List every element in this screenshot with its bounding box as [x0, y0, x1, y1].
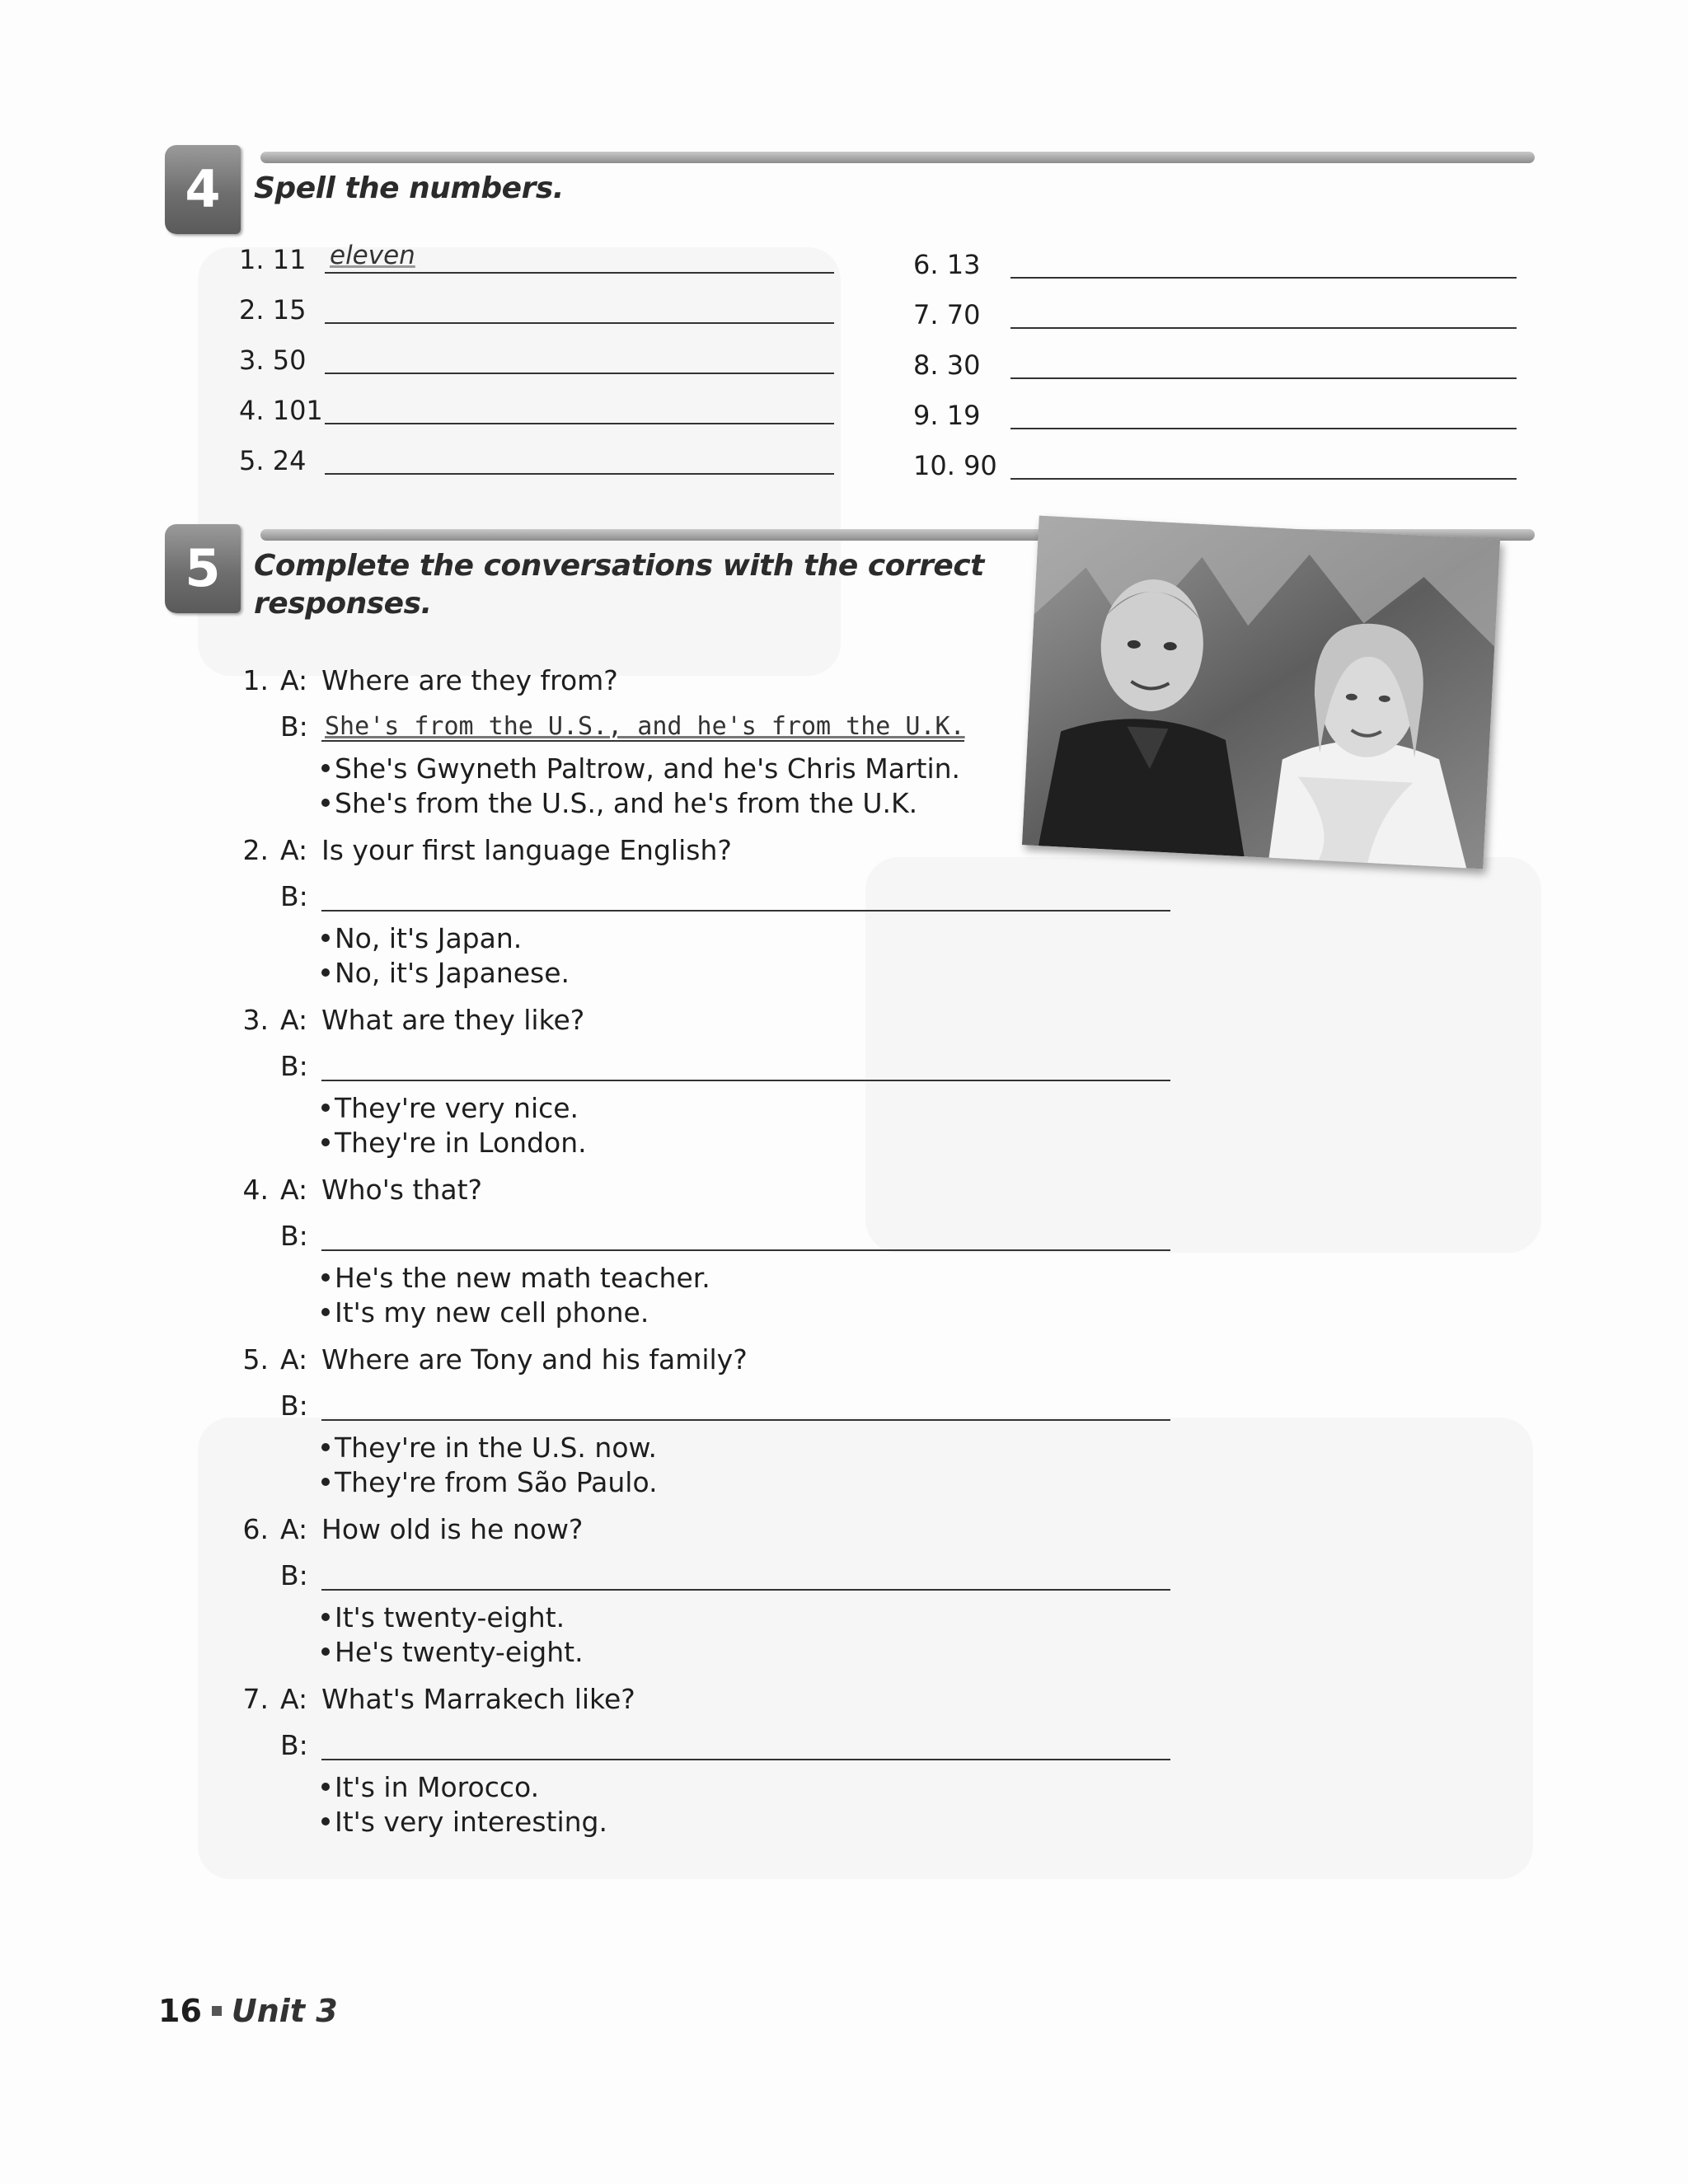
response-option-text: They're in London. — [335, 1127, 587, 1159]
question-text: Who's that? — [321, 1174, 483, 1206]
response-option — [239, 786, 1187, 821]
conversation-answer-row — [239, 1551, 1187, 1601]
item-number: 7. — [242, 1683, 269, 1715]
response-option-text: She's Gwyneth Paltrow, and he's Chris Martin. — [335, 752, 961, 785]
bullet-icon — [321, 1647, 330, 1656]
question-text: How old is he now? — [321, 1513, 584, 1545]
answer-blank[interactable] — [321, 1759, 1170, 1760]
question-text: Where are they from? — [321, 664, 618, 696]
number-item-label: 2. 15 — [239, 294, 307, 326]
answer-blank[interactable] — [325, 373, 834, 374]
bullet-icon — [321, 1273, 330, 1282]
item-number: 3. — [242, 1004, 269, 1036]
speaker-b-label: B: — [280, 1050, 308, 1082]
answer-blank[interactable] — [321, 910, 1170, 912]
item-number: 1. — [242, 664, 269, 696]
speaker-a-label: A: — [280, 1683, 308, 1715]
bullet-icon — [321, 799, 330, 807]
conversation-answer-row — [239, 1212, 1187, 1261]
number-item — [913, 294, 1517, 334]
number-item-label: 5. 24 — [239, 445, 307, 476]
speaker-b-label: B: — [280, 1220, 308, 1252]
speaker-b-label: B: — [280, 1390, 308, 1422]
question-text: Is your first language English? — [321, 834, 732, 866]
bullet-icon — [321, 1104, 330, 1112]
number-item — [913, 244, 1517, 284]
response-option-text: They're in the U.S. now. — [335, 1432, 657, 1464]
speaker-a-label: A: — [280, 1174, 308, 1206]
answer-blank[interactable] — [1010, 327, 1517, 329]
conversation-answer-row — [239, 1381, 1187, 1431]
speaker-b-label: B: — [280, 1559, 308, 1591]
item-number: 5. — [242, 1343, 269, 1376]
response-option — [239, 1770, 1187, 1805]
speaker-a-label: A: — [280, 664, 308, 696]
conversation-answer-row — [239, 872, 1187, 921]
speaker-a-label: A: — [280, 1004, 308, 1036]
response-option-text: It's in Morocco. — [335, 1771, 540, 1803]
conversation-question — [239, 659, 1187, 702]
answer-blank[interactable] — [325, 423, 834, 424]
exercise-4-title: Spell the numbers. — [254, 171, 564, 205]
response-option — [239, 1431, 1187, 1465]
response-option — [239, 1465, 1187, 1500]
number-item-label: 3. 50 — [239, 344, 307, 376]
speaker-b-label: B: — [280, 1729, 308, 1761]
bullet-icon — [321, 1783, 330, 1791]
response-option — [239, 752, 1187, 786]
answer-blank[interactable] — [321, 1080, 1170, 1081]
answer-blank[interactable] — [321, 1249, 1170, 1251]
bullet-icon — [321, 1308, 330, 1316]
unit-label: Unit 3 — [231, 1993, 338, 2029]
response-option-text: She's from the U.S., and he's from the U.K. — [335, 787, 918, 819]
conversation-question — [239, 1678, 1187, 1721]
speaker-a-label: A: — [280, 1513, 308, 1545]
answer-blank[interactable] — [321, 1589, 1170, 1591]
page-number: 16 — [158, 1993, 202, 2029]
number-item-label: 10. 90 — [913, 450, 997, 481]
speaker-a-label: A: — [280, 834, 308, 866]
footer-separator-icon — [212, 2006, 222, 2016]
bullet-icon — [321, 1478, 330, 1486]
conversation-question — [239, 999, 1187, 1042]
bullet-icon — [321, 1613, 330, 1621]
number-item-label: 4. 101 — [239, 395, 323, 426]
conversation-answer-row — [239, 1721, 1187, 1770]
number-item — [913, 344, 1517, 384]
response-option-text: He's twenty-eight. — [335, 1636, 584, 1668]
number-item — [239, 289, 834, 329]
response-option-text: It's twenty-eight. — [335, 1601, 565, 1633]
response-option-text: It's very interesting. — [335, 1806, 607, 1838]
bullet-icon — [321, 1443, 330, 1451]
speaker-a-label: A: — [280, 1343, 308, 1376]
speaker-b-label: B: — [280, 880, 308, 912]
answer-blank[interactable] — [1010, 277, 1517, 279]
conversation-answer-row — [239, 702, 1187, 752]
conversation-question — [239, 1508, 1187, 1551]
item-number: 6. — [242, 1513, 269, 1545]
response-option — [239, 921, 1187, 956]
conversation-question — [239, 1169, 1187, 1212]
question-text: What are they like? — [321, 1004, 585, 1036]
item-number: 2. — [242, 834, 269, 866]
number-item-label: 7. 70 — [913, 299, 981, 330]
question-text: Where are Tony and his family? — [321, 1343, 748, 1376]
speaker-b-label: B: — [280, 710, 308, 743]
number-item-label: 1. 11 — [239, 244, 307, 275]
response-option — [239, 1126, 1187, 1160]
conversation-question — [239, 1338, 1187, 1381]
response-option — [239, 1805, 1187, 1840]
response-option-text: They're from São Paulo. — [335, 1466, 658, 1498]
number-item — [239, 390, 834, 429]
response-option — [239, 1296, 1187, 1330]
number-item — [239, 239, 834, 279]
response-option — [239, 1091, 1187, 1126]
exercise-5-conversations — [239, 659, 1187, 1848]
response-option — [239, 1635, 1187, 1670]
bullet-icon — [321, 968, 330, 977]
answer-blank[interactable] — [1010, 428, 1517, 429]
bullet-icon — [321, 1138, 330, 1146]
item-number: 4. — [242, 1174, 269, 1206]
number-item-label: 8. 30 — [913, 349, 981, 381]
exercise-5-title — [254, 547, 984, 623]
number-item — [239, 340, 834, 379]
response-option-text: It's my new cell phone. — [335, 1296, 649, 1329]
bullet-icon — [321, 1817, 330, 1825]
number-item-label: 9. 19 — [913, 400, 981, 431]
number-item-label: 6. 13 — [913, 249, 981, 280]
page-footer — [158, 1993, 338, 2029]
exercise-5-title-line2: responses. — [254, 587, 432, 621]
exercise-4-badge: 4 — [165, 145, 241, 234]
response-option — [239, 1261, 1187, 1296]
exercise-5-badge: 5 — [165, 524, 241, 613]
number-item — [239, 440, 834, 480]
answer-blank[interactable] — [325, 473, 834, 475]
handwritten-answer: She's from the U.S., and he's from the U.K. — [325, 712, 965, 741]
question-text: What's Marrakech like? — [321, 1683, 635, 1715]
answer-blank[interactable] — [1010, 478, 1517, 480]
handwritten-answer: eleven — [330, 241, 415, 270]
response-option-text: No, it's Japan. — [335, 922, 523, 954]
answer-blank[interactable] — [325, 322, 834, 324]
number-item — [913, 395, 1517, 434]
number-item — [913, 445, 1517, 485]
conversation-answer-row — [239, 1042, 1187, 1091]
answer-blank[interactable] — [1010, 377, 1517, 379]
answer-blank[interactable] — [321, 1419, 1170, 1421]
response-option — [239, 956, 1187, 991]
answer-blank[interactable] — [325, 272, 834, 274]
response-option-text: They're very nice. — [335, 1092, 579, 1124]
bullet-icon — [321, 934, 330, 942]
exercise-4-header-bar — [260, 152, 1535, 163]
bullet-icon — [321, 764, 330, 772]
conversation-question — [239, 829, 1187, 872]
exercise-5-title-line1: Complete the conversations with the correct — [254, 549, 984, 583]
response-option-text: He's the new math teacher. — [335, 1262, 710, 1294]
response-option-text: No, it's Japanese. — [335, 957, 570, 989]
response-option — [239, 1601, 1187, 1635]
